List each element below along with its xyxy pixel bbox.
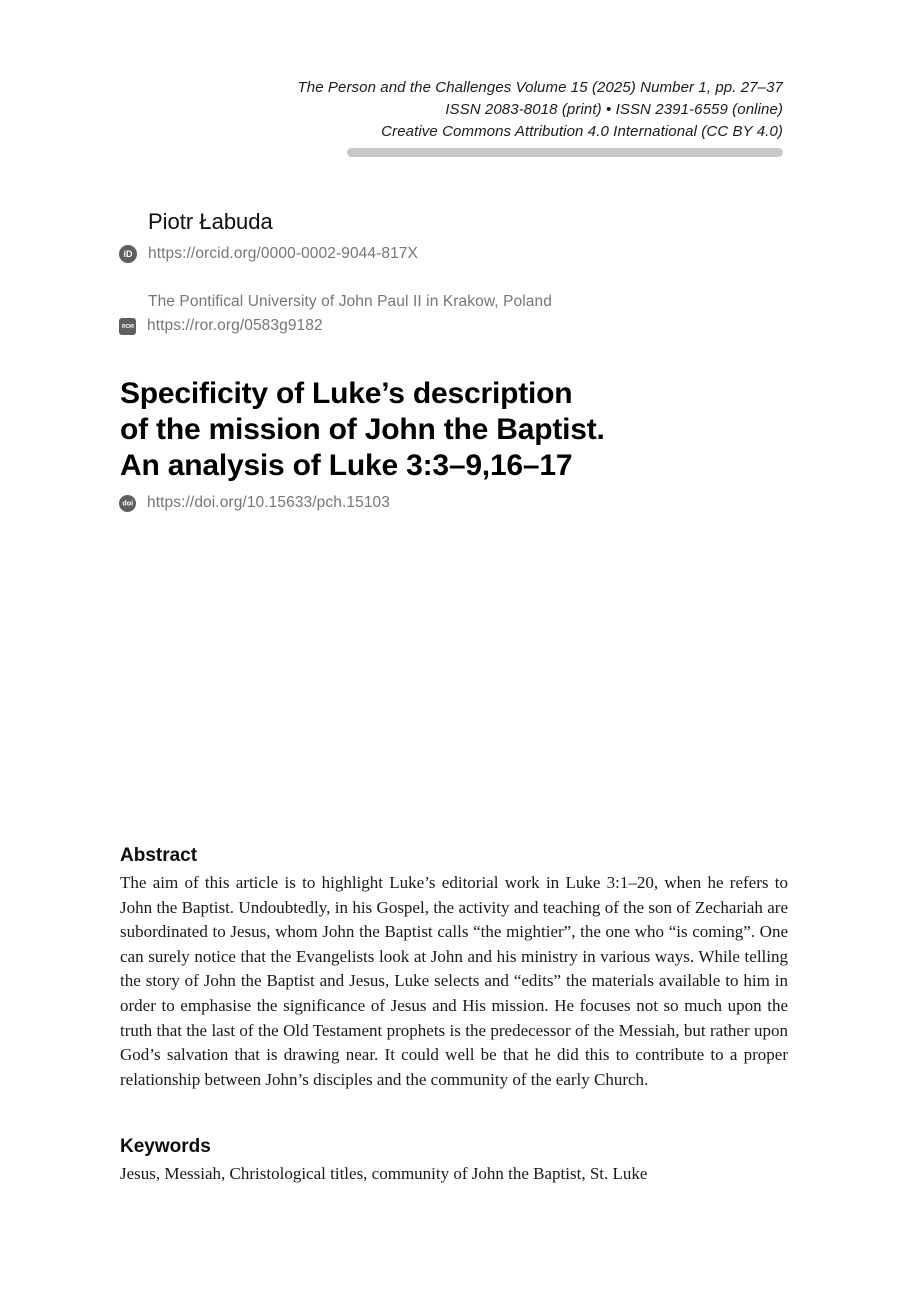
author-name: Piotr Łabuda bbox=[148, 209, 273, 234]
article-title-line-2: of the mission of John the Baptist. bbox=[120, 413, 605, 446]
article-title-line-1: Specificity of Luke’s description bbox=[120, 377, 573, 410]
journal-license-line: Creative Commons Attribution 4.0 International (CC BY 4.0) bbox=[381, 123, 783, 140]
ror-link[interactable]: https://ror.org/0583g9182 bbox=[147, 317, 323, 334]
orcid-link[interactable]: https://orcid.org/0000-0002-9044-817X bbox=[148, 245, 418, 262]
doi-row bbox=[119, 494, 390, 512]
article-title bbox=[120, 376, 820, 484]
journal-issn-line: ISSN 2083-8018 (print) • ISSN 2391-6559 (online) bbox=[445, 101, 783, 118]
article-title-line-3: An analysis of Luke 3:3–9,16–17 bbox=[120, 449, 573, 482]
keywords-heading: Keywords bbox=[120, 1136, 211, 1157]
header-divider-bar bbox=[347, 148, 783, 157]
ror-row bbox=[119, 317, 323, 335]
keywords-text: Jesus, Messiah, Christological titles, community of John the Baptist, St. Luke bbox=[120, 1164, 648, 1183]
orcid-icon: iD bbox=[119, 245, 137, 263]
doi-icon: doi bbox=[119, 495, 136, 512]
ror-icon: ROR bbox=[119, 318, 136, 335]
journal-volume-line: The Person and the Challenges Volume 15 (2025) Number 1, pp. 27–37 bbox=[297, 79, 783, 96]
orcid-row bbox=[119, 245, 418, 263]
author-affiliation: The Pontifical University of John Paul II in Krakow, Poland bbox=[148, 293, 552, 310]
abstract-text: The aim of this article is to highlight Luke’s editorial work in Luke 3:1–20, when he refers to John the Baptist. Undoubtedly, in his Gospel, the activity and teaching of the son of Zechariah are subordinated to Jesus, whom John the Baptist calls “the mightier”, the one who “is coming”. One can surely notice that the Evangelists look at John and his ministry in various ways. While telling the story of John the Baptist and Jesus, Luke selects and “edits” the materials available to him in order to emphasise the significance of Jesus and His mission. He focuses not so much upon the truth that the last of the Old Testament prophets is the predecessor of the Messiah, but rather upon God’s salvation that is drawing near. It could well be that he did this to contribute to a proper relationship between John’s disciples and the community of the early Church. bbox=[120, 873, 788, 1089]
doi-link[interactable]: https://doi.org/10.15633/pch.15103 bbox=[147, 494, 390, 511]
abstract-heading: Abstract bbox=[120, 845, 198, 866]
journal-header bbox=[297, 77, 783, 143]
